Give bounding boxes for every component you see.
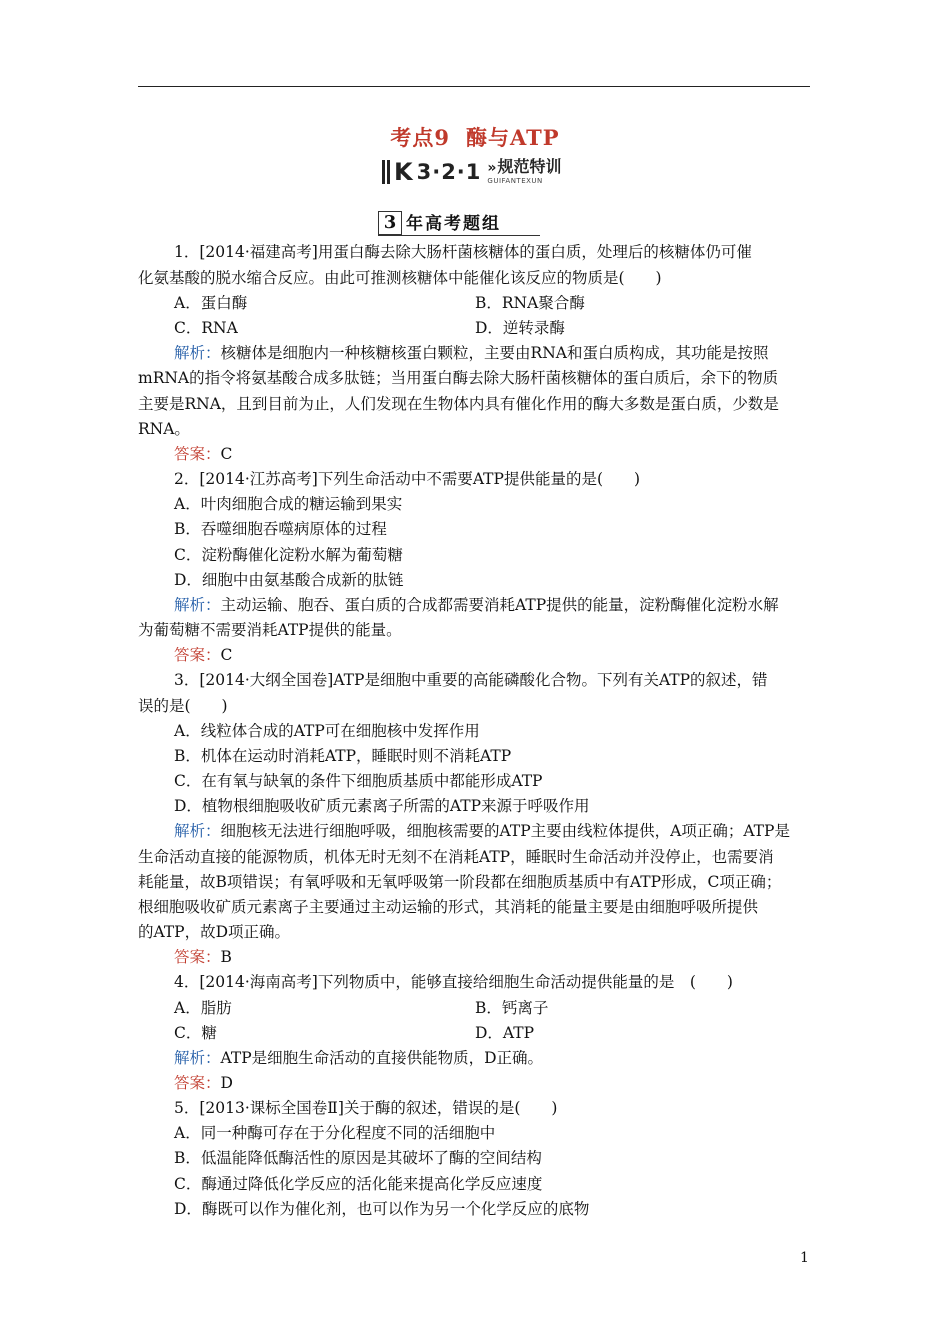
section-label: 年高考题组 bbox=[406, 214, 501, 234]
logo-pinyin: GUIFANTEXUN bbox=[487, 177, 543, 185]
header-rule bbox=[138, 86, 810, 87]
q3-option-b: B．机体在运动时消耗ATP，睡眠时则不消耗ATP bbox=[174, 747, 512, 765]
page-title bbox=[0, 122, 950, 152]
answer-label: 答案： bbox=[174, 445, 221, 463]
q3-explanation-line3: 耗能量，故B项错误；有氧呼吸和无氧呼吸第一阶段都在细胞质基质中有ATP形成，C项正确； bbox=[138, 873, 782, 891]
answer-label: 答案： bbox=[174, 646, 221, 664]
answer-value: C bbox=[220, 445, 233, 463]
question-1-stem-cont: 化氨基酸的脱水缩合反应。由此可推测核糖体中能催化该反应的物质是( ) bbox=[138, 269, 662, 287]
q2-answer bbox=[174, 646, 232, 665]
q5-option-b: B．低温能降低酶活性的原因是其破坏了酶的空间结构 bbox=[174, 1149, 542, 1167]
q4-explanation bbox=[174, 1049, 543, 1068]
answer-value: D bbox=[220, 1074, 233, 1092]
q4-option-a: A．脂肪 bbox=[174, 999, 232, 1017]
q2-option-b: B．吞噬细胞吞噬病原体的过程 bbox=[174, 520, 387, 538]
explanation-label: 解析： bbox=[174, 596, 221, 614]
explanation-text: 核糖体是细胞内一种核糖核蛋白颗粒，主要由RNA和蛋白质构成，其功能是按照 bbox=[220, 344, 769, 362]
q4-option-d: D．ATP bbox=[475, 1024, 535, 1042]
question-2-stem: 2．[2014·江苏高考]下列生命活动中不需要ATP提供能量的是( ) bbox=[174, 470, 641, 488]
explanation-label: 解析： bbox=[174, 822, 221, 840]
q3-option-c: C．在有氧与缺氧的条件下细胞质基质中都能形成ATP bbox=[174, 772, 543, 790]
answer-label: 答案： bbox=[174, 1074, 221, 1092]
title-topic-name: 酶与ATP bbox=[466, 125, 560, 150]
section-number: 3 bbox=[378, 211, 402, 235]
section-heading bbox=[378, 211, 540, 236]
q4-option-b: B．钙离子 bbox=[475, 999, 549, 1017]
q1-explanation-line4: RNA。 bbox=[138, 420, 190, 438]
q5-option-d: D．酶既可以作为催化剂，也可以作为另一个化学反应的底物 bbox=[174, 1200, 590, 1218]
logo-bars-icon bbox=[382, 160, 392, 184]
title-topic-number: 考点9 bbox=[390, 125, 451, 150]
answer-label: 答案： bbox=[174, 948, 221, 966]
q2-explanation bbox=[174, 596, 779, 615]
q1-explanation bbox=[174, 344, 768, 363]
q2-explanation-line2: 为葡萄糖不需要消耗ATP提供的能量。 bbox=[138, 621, 402, 639]
q1-explanation-line2: mRNA的指令将氨基酸合成多肽链；当用蛋白酶去除大肠杆菌核糖体的蛋白质后，余下的物质 bbox=[138, 369, 779, 387]
q2-option-d: D．细胞中由氨基酸合成新的肽链 bbox=[174, 571, 404, 589]
explanation-text: ATP是细胞生命活动的直接供能物质，D正确。 bbox=[220, 1049, 544, 1067]
explanation-label: 解析： bbox=[174, 1049, 221, 1067]
series-logo bbox=[382, 157, 561, 187]
question-3-stem-cont: 误的是( ) bbox=[138, 697, 228, 715]
q2-option-a: A．叶肉细胞合成的糖运输到果实 bbox=[174, 495, 403, 513]
q2-option-c: C．淀粉酶催化淀粉水解为葡萄糖 bbox=[174, 546, 403, 564]
question-3-stem: 3．[2014·大纲全国卷]ATP是细胞中重要的高能磷酸化合物。下列有关ATP的叙述，错 bbox=[174, 671, 768, 689]
logo-text: 规范特训 bbox=[497, 157, 562, 176]
q1-option-b: B．RNA聚合酶 bbox=[475, 294, 585, 312]
q3-explanation bbox=[174, 822, 790, 841]
question-4-stem: 4．[2014·海南高考]下列物质中，能够直接给细胞生命活动提供能量的是 ( ) bbox=[174, 973, 733, 991]
logo-number: 3·2·1 bbox=[416, 160, 482, 184]
q3-explanation-line4: 根细胞吸收矿质元素离子主要通过主动运输的形式，其消耗的能量主要是由细胞呼吸所提供 bbox=[138, 898, 759, 916]
q1-option-a: A．蛋白酶 bbox=[174, 294, 248, 312]
explanation-text: 细胞核无法进行细胞呼吸，细胞核需要的ATP主要由线粒体提供，A项正确；ATP是 bbox=[220, 822, 790, 840]
q3-explanation-line5: 的ATP，故D项正确。 bbox=[138, 923, 291, 941]
explanation-text: 主动运输、胞吞、蛋白质的合成都需要消耗ATP提供的能量，淀粉酶催化淀粉水解 bbox=[220, 596, 779, 614]
q4-option-c: C．糖 bbox=[174, 1024, 217, 1042]
explanation-label: 解析： bbox=[174, 344, 221, 362]
q5-option-c: C．酶通过降低化学反应的活化能来提高化学反应速度 bbox=[174, 1175, 543, 1193]
logo-k-icon: K bbox=[394, 158, 413, 186]
q3-option-d: D．植物根细胞吸收矿质元素离子所需的ATP来源于呼吸作用 bbox=[174, 797, 590, 815]
q1-explanation-line3: 主要是RNA，且到目前为止，人们发现在生物体内具有催化作用的酶大多数是蛋白质，少数是 bbox=[138, 395, 779, 413]
question-5-stem: 5．[2013·课标全国卷Ⅱ]关于酶的叙述，错误的是( ) bbox=[174, 1099, 558, 1117]
answer-value: C bbox=[220, 646, 233, 664]
q1-option-c: C．RNA bbox=[174, 319, 238, 337]
question-1-stem: 1．[2014·福建高考]用蛋白酶去除大肠杆菌核糖体的蛋白质，处理后的核糖体仍可催 bbox=[174, 243, 752, 261]
q4-answer bbox=[174, 1074, 233, 1093]
double-chevron-icon: » bbox=[487, 160, 497, 176]
answer-value: B bbox=[220, 948, 232, 966]
q1-option-d: D．逆转录酶 bbox=[475, 319, 565, 337]
q1-answer bbox=[174, 445, 232, 464]
page-number: 1 bbox=[800, 1250, 809, 1266]
q5-option-a: A．同一种酶可存在于分化程度不同的活细胞中 bbox=[174, 1124, 496, 1142]
q3-answer bbox=[174, 948, 232, 967]
q3-explanation-line2: 生命活动直接的能源物质，机体无时无刻不在消耗ATP，睡眠时生命活动并没停止，也需要消 bbox=[138, 848, 774, 866]
q3-option-a: A．线粒体合成的ATP可在细胞核中发挥作用 bbox=[174, 722, 480, 740]
